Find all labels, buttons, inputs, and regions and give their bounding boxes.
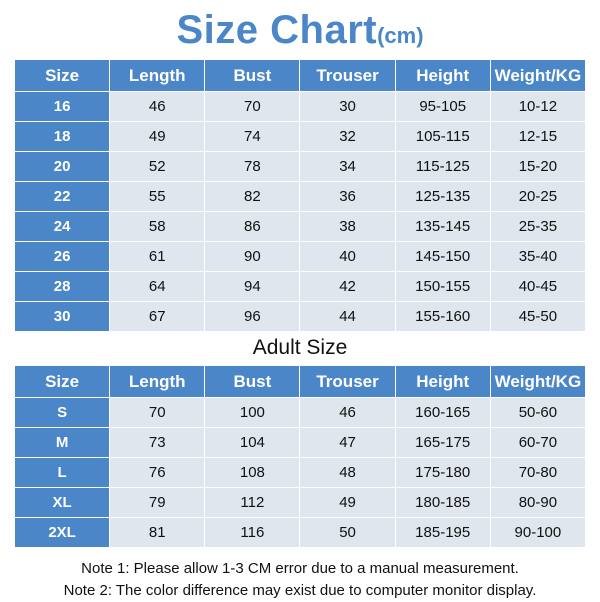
cell-weight: 60-70 [490, 428, 585, 458]
cell-length: 49 [110, 122, 205, 152]
cell-size: 28 [15, 272, 110, 302]
cell-size: 20 [15, 152, 110, 182]
cell-length: 55 [110, 182, 205, 212]
cell-size: 26 [15, 242, 110, 272]
table-row [15, 518, 586, 548]
table-row [15, 122, 586, 152]
cell-weight: 10-12 [490, 92, 585, 122]
cell-height: 160-165 [395, 398, 490, 428]
cell-height: 105-115 [395, 122, 490, 152]
cell-weight: 50-60 [490, 398, 585, 428]
cell-trouser: 47 [300, 428, 395, 458]
cell-size: S [15, 398, 110, 428]
adult-table-head [15, 366, 586, 398]
cell-weight: 15-20 [490, 152, 585, 182]
table-row [15, 272, 586, 302]
cell-height: 165-175 [395, 428, 490, 458]
table-row [15, 242, 586, 272]
adult-size-table [14, 365, 586, 548]
cell-length: 70 [110, 398, 205, 428]
cell-bust: 82 [205, 182, 300, 212]
cell-weight: 35-40 [490, 242, 585, 272]
cell-length: 52 [110, 152, 205, 182]
kids-header-trouser: Trouser [300, 60, 395, 92]
kids-table-body [15, 92, 586, 332]
cell-weight: 70-80 [490, 458, 585, 488]
adult-header-trouser: Trouser [300, 366, 395, 398]
cell-weight: 25-35 [490, 212, 585, 242]
page-title-text: Size Chart [176, 8, 378, 52]
kids-header-bust: Bust [205, 60, 300, 92]
cell-trouser: 40 [300, 242, 395, 272]
cell-height: 115-125 [395, 152, 490, 182]
table-row [15, 398, 586, 428]
cell-bust: 74 [205, 122, 300, 152]
cell-size: M [15, 428, 110, 458]
cell-trouser: 48 [300, 458, 395, 488]
table-row [15, 212, 586, 242]
cell-height: 150-155 [395, 272, 490, 302]
adult-size-label: Adult Size [252, 336, 348, 359]
cell-bust: 96 [205, 302, 300, 332]
table-row [15, 428, 586, 458]
cell-height: 175-180 [395, 458, 490, 488]
adult-header-length: Length [110, 366, 205, 398]
cell-bust: 104 [205, 428, 300, 458]
table-row [15, 152, 586, 182]
note-1: Note 1: Please allow 1-3 CM error due to a manual measurement. [81, 560, 519, 577]
kids-header-weight: Weight/KG [490, 60, 585, 92]
table-row [15, 488, 586, 518]
cell-length: 64 [110, 272, 205, 302]
cell-length: 61 [110, 242, 205, 272]
adult-header-height: Height [395, 366, 490, 398]
page-title [14, 0, 586, 59]
kids-size-table [14, 59, 586, 332]
cell-trouser: 36 [300, 182, 395, 212]
cell-height: 145-150 [395, 242, 490, 272]
cell-size: 30 [15, 302, 110, 332]
kids-table-head [15, 60, 586, 92]
cell-bust: 94 [205, 272, 300, 302]
page-title-unit: (cm) [377, 23, 424, 48]
cell-trouser: 32 [300, 122, 395, 152]
cell-weight: 12-15 [490, 122, 585, 152]
cell-bust: 116 [205, 518, 300, 548]
cell-bust: 86 [205, 212, 300, 242]
cell-trouser: 42 [300, 272, 395, 302]
adult-header-row [15, 366, 586, 398]
cell-height: 180-185 [395, 488, 490, 518]
cell-size: 22 [15, 182, 110, 212]
cell-trouser: 34 [300, 152, 395, 182]
cell-size: 2XL [15, 518, 110, 548]
cell-size: XL [15, 488, 110, 518]
cell-height: 95-105 [395, 92, 490, 122]
table-row [15, 458, 586, 488]
adult-table-body [15, 398, 586, 548]
cell-bust: 112 [205, 488, 300, 518]
cell-weight: 45-50 [490, 302, 585, 332]
adult-header-size: Size [15, 366, 110, 398]
cell-size: 16 [15, 92, 110, 122]
notes-block [14, 548, 586, 602]
cell-bust: 90 [205, 242, 300, 272]
table-row [15, 302, 586, 332]
cell-length: 73 [110, 428, 205, 458]
cell-weight: 20-25 [490, 182, 585, 212]
cell-weight: 40-45 [490, 272, 585, 302]
cell-size: 18 [15, 122, 110, 152]
cell-bust: 100 [205, 398, 300, 428]
cell-length: 79 [110, 488, 205, 518]
adult-header-weight: Weight/KG [490, 366, 585, 398]
cell-trouser: 30 [300, 92, 395, 122]
cell-length: 46 [110, 92, 205, 122]
cell-height: 185-195 [395, 518, 490, 548]
cell-trouser: 49 [300, 488, 395, 518]
cell-trouser: 50 [300, 518, 395, 548]
cell-bust: 108 [205, 458, 300, 488]
cell-trouser: 44 [300, 302, 395, 332]
kids-header-height: Height [395, 60, 490, 92]
cell-length: 58 [110, 212, 205, 242]
cell-size: L [15, 458, 110, 488]
cell-weight: 90-100 [490, 518, 585, 548]
cell-length: 76 [110, 458, 205, 488]
cell-length: 81 [110, 518, 205, 548]
cell-weight: 80-90 [490, 488, 585, 518]
kids-header-length: Length [110, 60, 205, 92]
cell-trouser: 46 [300, 398, 395, 428]
cell-height: 125-135 [395, 182, 490, 212]
cell-height: 155-160 [395, 302, 490, 332]
kids-header-row [15, 60, 586, 92]
adult-header-bust: Bust [205, 366, 300, 398]
table-row [15, 92, 586, 122]
cell-size: 24 [15, 212, 110, 242]
table-row [15, 182, 586, 212]
note-2: Note 2: The color difference may exist due to computer monitor display. [63, 581, 537, 599]
cell-bust: 78 [205, 152, 300, 182]
cell-trouser: 38 [300, 212, 395, 242]
cell-height: 135-145 [395, 212, 490, 242]
cell-bust: 70 [205, 92, 300, 122]
kids-header-size: Size [15, 60, 110, 92]
cell-length: 67 [110, 302, 205, 332]
